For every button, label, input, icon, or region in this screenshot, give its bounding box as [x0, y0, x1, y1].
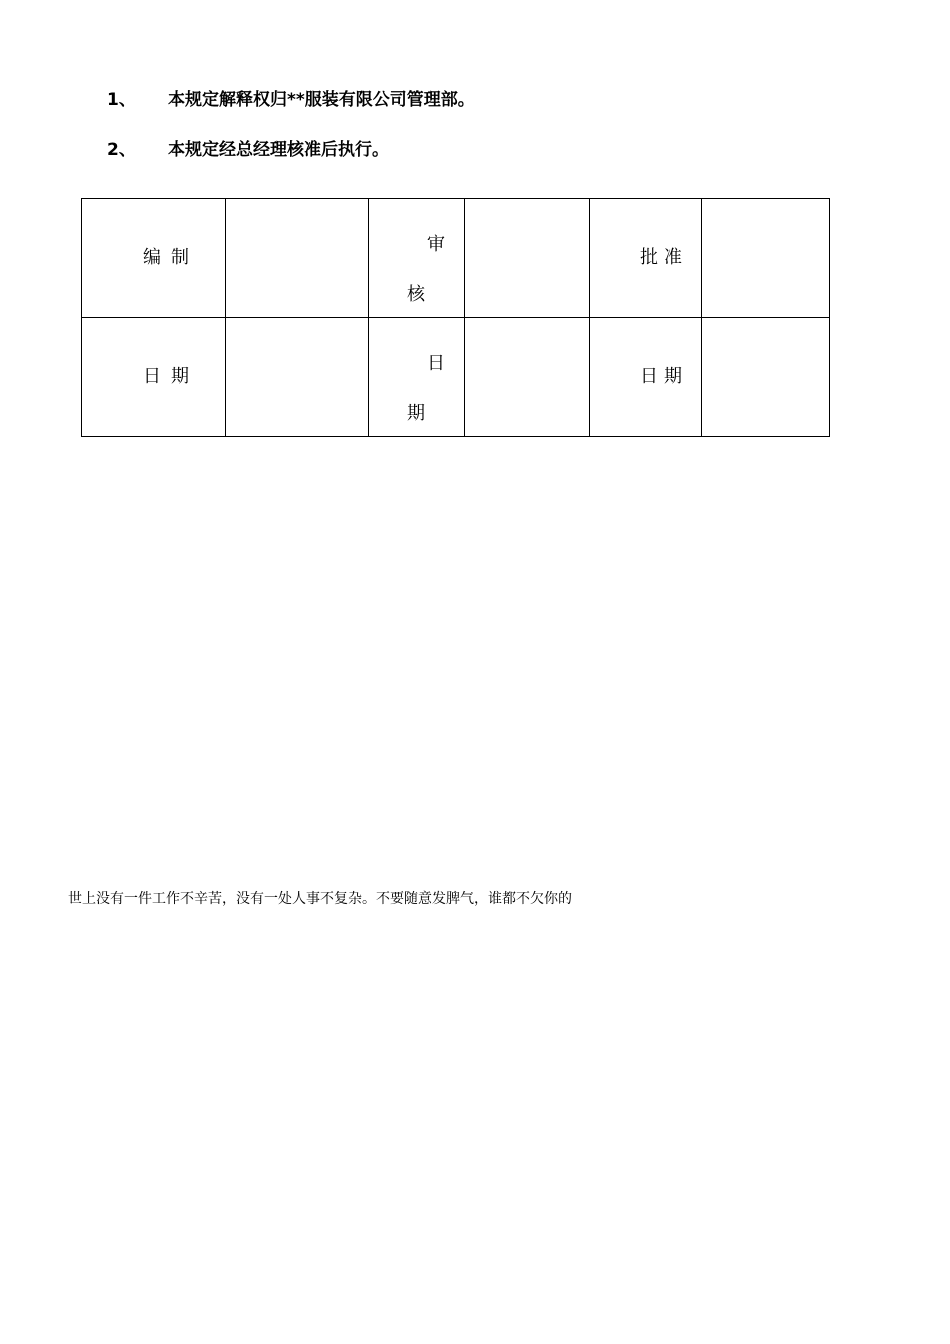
clause-2-text: 本规定经总经理核准后执行。	[168, 140, 389, 160]
clause-2	[107, 138, 389, 162]
reviewed-date-label-top: 日	[427, 353, 445, 374]
clause-1	[107, 88, 475, 112]
approved-date-field[interactable]	[702, 318, 830, 437]
signoff-table	[81, 198, 830, 437]
reviewed-by-label	[369, 199, 465, 318]
prepared-by-field[interactable]	[226, 199, 369, 318]
clause-1-text: 本规定解释权归**服装有限公司管理部。	[168, 90, 475, 110]
reviewed-date-label-bottom: 期	[407, 403, 425, 424]
approved-by-field[interactable]	[702, 199, 830, 318]
reviewed-date-label	[369, 318, 465, 437]
reviewed-by-field[interactable]	[465, 199, 590, 318]
reviewed-by-label-bottom: 核	[407, 284, 425, 305]
approved-by-label: 批准	[590, 199, 702, 318]
clause-2-number: 2、	[107, 140, 136, 160]
prepared-date-field[interactable]	[226, 318, 369, 437]
prepared-date-label: 日期	[82, 318, 226, 437]
signoff-row-dates	[82, 318, 830, 437]
signoff-row-approval	[82, 199, 830, 318]
prepared-by-label: 编制	[82, 199, 226, 318]
reviewed-by-label-top: 审	[427, 234, 445, 255]
reviewed-date-field[interactable]	[465, 318, 590, 437]
footer-quote: 世上没有一件工作不辛苦，没有一处人事不复杂。不要随意发脾气，谁都不欠你的	[68, 891, 572, 907]
approved-date-label: 日期	[590, 318, 702, 437]
clause-1-number: 1、	[107, 90, 136, 110]
